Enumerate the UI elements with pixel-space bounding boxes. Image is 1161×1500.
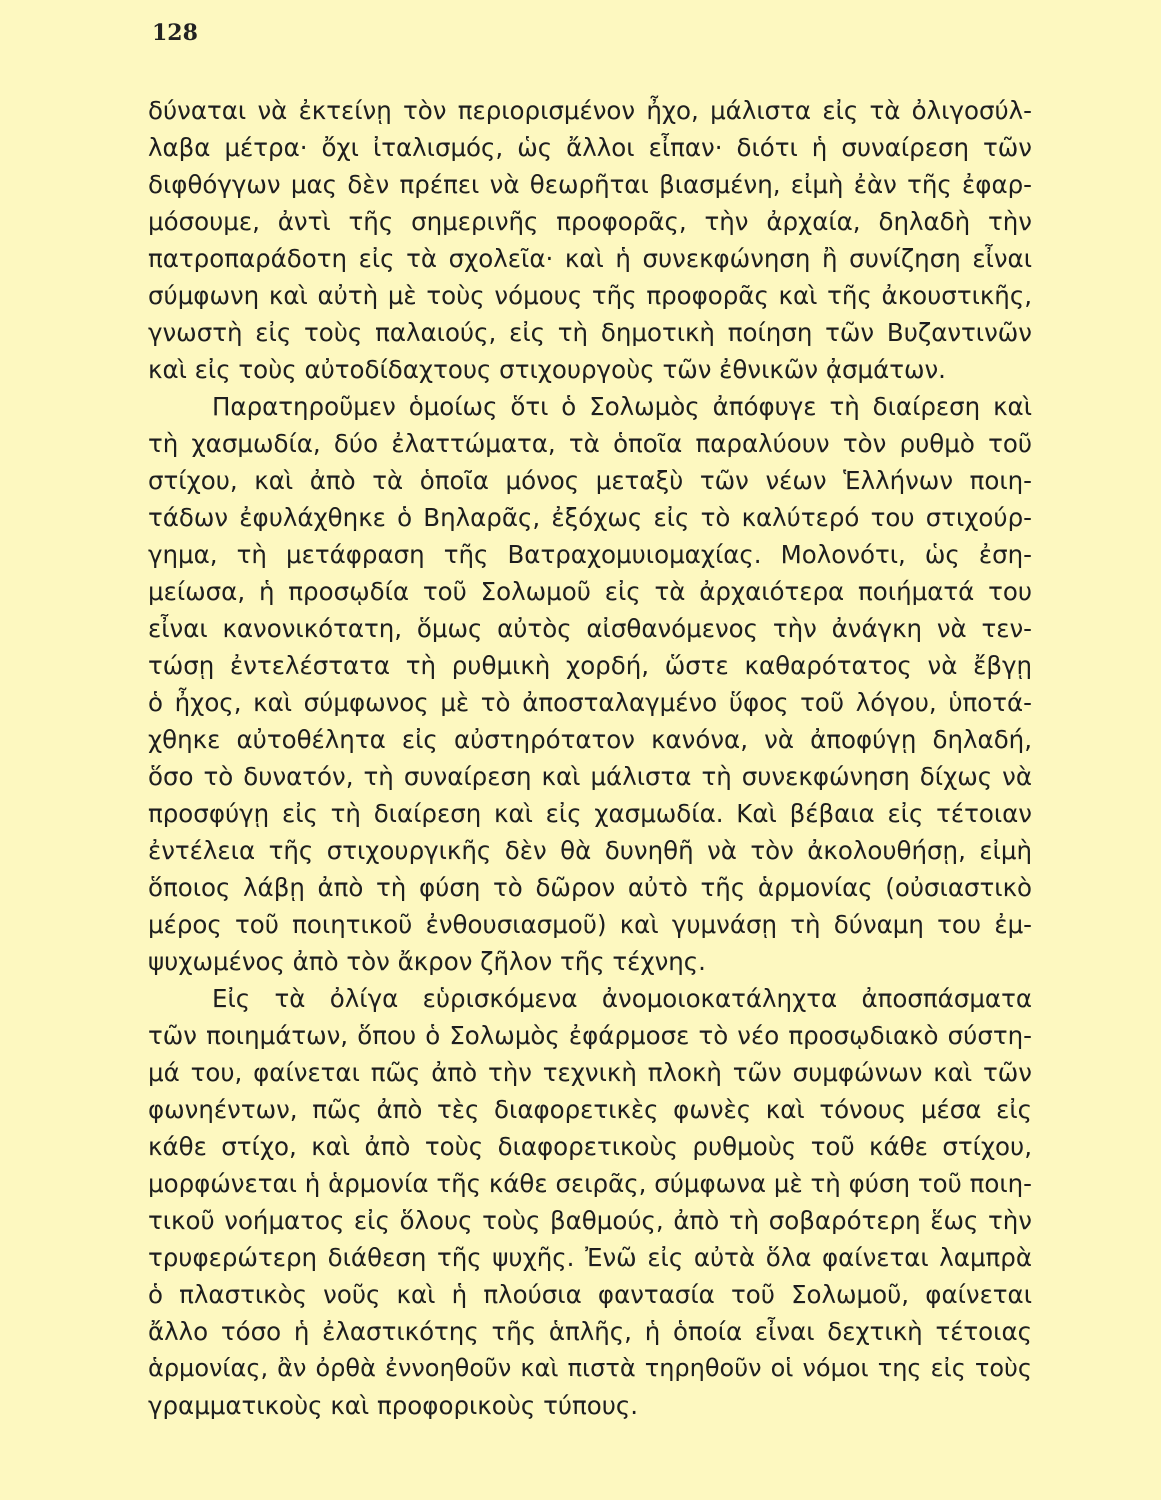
text-line: Παρατηροῦμεν ὁμοίως ὅτι ὁ Σολωμὸς ἀπόφυγε τὴ διαίρεση καὶ: [212, 392, 1032, 421]
text-line: μά του, φαίνεται πῶς ἀπὸ τὴν τεχνικὴ πλοκὴ τῶν συμφώνων καὶ τῶν: [148, 1058, 1032, 1087]
text-line: κάθε στίχο, καὶ ἀπὸ τοὺς διαφορετικοὺς ρυθμοὺς τοῦ κάθε στίχου,: [148, 1132, 1032, 1161]
text-line: μείωσα, ἡ προσῳδία τοῦ Σολωμοῦ εἰς τὰ ἀρχαιότερα ποιήματά του: [148, 577, 1032, 606]
text-line: σύμφωνη καὶ αὐτὴ μὲ τοὺς νόμους τῆς προφορᾶς καὶ τῆς ἀκουστικῆς,: [148, 281, 1032, 310]
paragraph-1: [148, 92, 1032, 388]
text-line: τώσῃ ἐντελέστατα τὴ ρυθμικὴ χορδή, ὥστε καθαρότατος νὰ ἔβγῃ: [148, 651, 1032, 680]
text-line: ἄλλο τόσο ἡ ἐλαστικότης τῆς ἁπλῆς, ἡ ὁποία εἶναι δεχτικὴ τέτοιας: [148, 1317, 1032, 1346]
text-line: ψυχωμένος ἀπὸ τὸν ἄκρον ζῆλον τῆς τέχνης.: [148, 947, 706, 976]
text-line: χθηκε αὐτοθέλητα εἰς αὐστηρότατον κανόνα, νὰ ἀποφύγῃ δηλαδή,: [148, 725, 1032, 754]
text-line: γνωστὴ εἰς τοὺς παλαιούς, εἰς τὴ δημοτικὴ ποίηση τῶν Βυζαντινῶν: [148, 318, 1032, 347]
text-line: ὁ ἦχος, καὶ σύμφωνος μὲ τὸ ἀποσταλαγμένο ὕφος τοῦ λόγου, ὑποτά-: [148, 688, 1032, 717]
body-text: [148, 92, 1032, 1424]
text-line: διφθόγγων μας δὲν πρέπει νὰ θεωρῆται βιασμένη, εἰμὴ ἐὰν τῆς ἐφαρ-: [148, 170, 1032, 199]
text-line: τὴ χασμωδία, δύο ἐλαττώματα, τὰ ὁποῖα παραλύουν τὸν ρυθμὸ τοῦ: [148, 429, 1032, 458]
text-line: καὶ εἰς τοὺς αὐτοδίδαχτους στιχουργοὺς τῶν ἐθνικῶν ᾀσμάτων.: [148, 355, 946, 384]
paragraph-3: [148, 980, 1032, 1424]
text-line: λαβα μέτρα· ὄχι ἰταλισμός, ὡς ἄλλοι εἶπαν· διότι ἡ συναίρεση τῶν: [148, 133, 1032, 162]
text-line: φωνηέντων, πῶς ἀπὸ τὲς διαφορετικὲς φωνὲς καὶ τόνους μέσα εἰς: [148, 1095, 1032, 1124]
text-line: τάδων ἐφυλάχθηκε ὁ Βηλαρᾶς, ἐξόχως εἰς τὸ καλύτερό του στιχούρ-: [148, 503, 1032, 532]
page-number: 128: [152, 20, 198, 46]
text-line: μόσουμε, ἀντὶ τῆς σημερινῆς προφορᾶς, τὴν ἀρχαία, δηλαδὴ τὴν: [148, 207, 1032, 236]
text-line: ἁρμονίας, ἂν ὀρθὰ ἐννοηθοῦν καὶ πιστὰ τηρηθοῦν οἱ νόμοι της εἰς τοὺς: [148, 1354, 1032, 1382]
text-line: μορφώνεται ἡ ἁρμονία τῆς κάθε σειρᾶς, σύμφωνα μὲ τὴ φύση τοῦ ποιη-: [148, 1169, 1032, 1198]
text-line: τικοῦ νοήματος εἰς ὅλους τοὺς βαθμούς, ἀπὸ τὴ σοβαρότερη ἕως τὴν: [148, 1206, 1032, 1235]
text-line: ὁ πλαστικὸς νοῦς καὶ ἡ πλούσια φαντασία τοῦ Σολωμοῦ, φαίνεται: [148, 1280, 1032, 1309]
text-line: ὅσο τὸ δυνατόν, τὴ συναίρεση καὶ μάλιστα τὴ συνεκφώνηση δίχως νὰ: [148, 762, 1032, 791]
text-line: προσφύγῃ εἰς τὴ διαίρεση καὶ εἰς χασμωδία. Καὶ βέβαια εἰς τέτοιαν: [148, 799, 1032, 828]
paragraph-2: [148, 388, 1032, 980]
text-line: δύναται νὰ ἐκτείνῃ τὸν περιορισμένον ἦχο, μάλιστα εἰς τὰ ὀλιγοσύλ-: [148, 96, 1032, 125]
text-line: γημα, τὴ μετάφραση τῆς Βατραχομυιομαχίας. Μολονότι, ὡς ἐση-: [148, 540, 1032, 569]
text-line: πατροπαράδοτη εἰς τὰ σχολεῖα· καὶ ἡ συνεκφώνηση ἢ συνίζηση εἶναι: [148, 244, 1032, 273]
text-line: ὅποιος λάβῃ ἀπὸ τὴ φύση τὸ δῶρον αὐτὸ τῆς ἁρμονίας (οὐσιαστικὸ: [148, 873, 1032, 902]
text-line: τῶν ποιημάτων, ὅπου ὁ Σολωμὸς ἐφάρμοσε τὸ νέο προσῳδιακὸ σύστη-: [148, 1021, 1032, 1050]
text-line: ἐντέλεια τῆς στιχουργικῆς δὲν θὰ δυνηθῆ νὰ τὸν ἀκολουθήσῃ, εἰμὴ: [148, 836, 1032, 865]
text-line: τρυφερώτερη διάθεση τῆς ψυχῆς. Ἐνῶ εἰς αὐτὰ ὅλα φαίνεται λαμπρὰ: [148, 1243, 1032, 1272]
text-line: εἶναι κανονικότατη, ὅμως αὐτὸς αἰσθανόμενος τὴν ἀνάγκη νὰ τεν-: [148, 614, 1032, 643]
text-line: Εἰς τὰ ὀλίγα εὑρισκόμενα ἀνομοιοκατάληχτα ἀποσπάσματα: [212, 984, 1032, 1013]
text-line: μέρος τοῦ ποιητικοῦ ἐνθουσιασμοῦ) καὶ γυμνάσῃ τὴ δύναμη του ἐμ-: [148, 910, 1032, 939]
text-line: στίχου, καὶ ἀπὸ τὰ ὁποῖα μόνος μεταξὺ τῶν νέων Ἑλλήνων ποιη-: [148, 466, 1032, 495]
text-line: γραμματικοὺς καὶ προφορικοὺς τύπους.: [148, 1391, 639, 1420]
